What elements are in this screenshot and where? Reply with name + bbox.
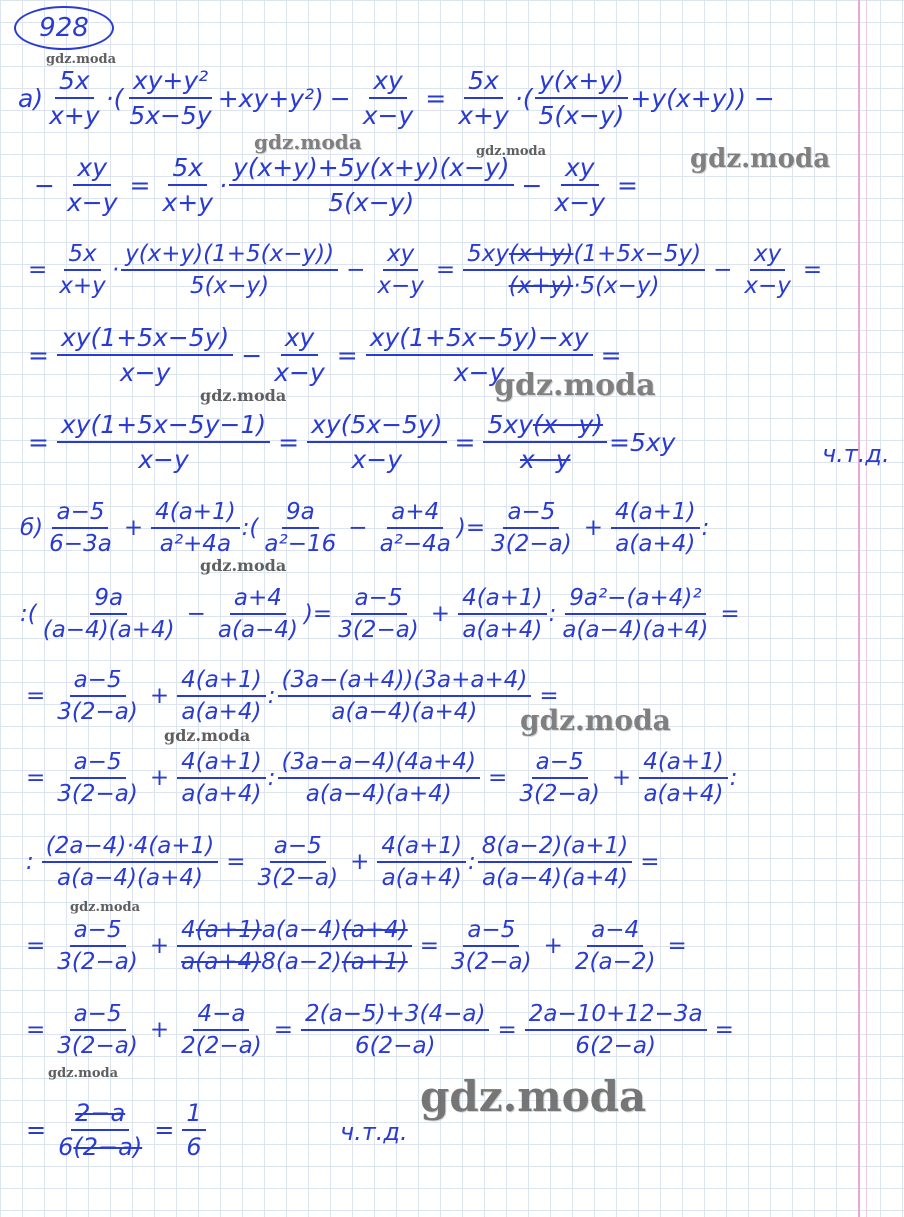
denominator: x−y (554, 188, 606, 217)
math-token: +xy+y²) (217, 83, 324, 113)
part-b-line-5 (20, 822, 870, 902)
math-token: = (497, 1017, 517, 1043)
math-token: − (521, 170, 543, 200)
math-token: = (720, 601, 740, 627)
math-token: = (26, 1116, 47, 1144)
part-b-line-1 (20, 488, 870, 568)
denominator: x+y (162, 188, 213, 217)
fraction (254, 833, 343, 891)
denominator (54, 1131, 146, 1161)
math-token: 4 (181, 917, 196, 943)
math-token: = (640, 849, 660, 875)
math-token: = (26, 1017, 46, 1043)
numerator: 4(a+1) (177, 667, 266, 697)
denominator: a(a+4) (381, 865, 462, 891)
denominator: a(a−4)(a+4) (305, 781, 452, 807)
math-token: = (154, 1116, 175, 1144)
math-token: : (701, 515, 710, 541)
math-token: = (26, 765, 46, 791)
denominator: x−y (453, 358, 505, 387)
qed-mark-a: ч.т.д. (822, 440, 890, 468)
numerator: xy(5x−5y) (307, 410, 446, 443)
math-token: : (548, 601, 557, 627)
math-token: (x−y) (532, 410, 604, 439)
numerator: 5x (168, 153, 207, 186)
math-token: = (539, 683, 559, 709)
denominator: a(a−4)(a+4) (481, 865, 628, 891)
part-b-line-4 (20, 738, 870, 818)
part-b-line-7 (20, 990, 870, 1070)
denominator: a(a+4) (643, 781, 724, 807)
math-token: = (600, 340, 622, 370)
fraction (45, 66, 104, 130)
fraction (177, 1001, 266, 1059)
math-token: = (278, 427, 300, 457)
math-token: = (488, 765, 508, 791)
denominator: x−y (274, 358, 325, 387)
math-token: − (348, 515, 368, 541)
denominator: 3(2−a) (338, 617, 419, 643)
fraction (377, 833, 466, 891)
denominator: 6(2−a) (354, 1033, 436, 1059)
part-a-label: а) (18, 83, 44, 113)
math-token: + (583, 515, 604, 541)
math-token: (a+4) (341, 917, 408, 943)
numerator: 4(a+1) (458, 585, 547, 615)
math-token: − (34, 170, 55, 200)
denominator: x−y (138, 445, 189, 474)
math-token: a(a−4) (261, 917, 342, 943)
math-token: = (425, 83, 447, 113)
math-token: 5xy (467, 241, 509, 267)
fraction (125, 66, 215, 130)
math-token: (1+5x−5y) (573, 241, 702, 267)
fraction (39, 585, 179, 643)
denominator: a(a−4)(a+4) (331, 699, 478, 725)
numerator: a−5 (70, 917, 126, 947)
fraction (611, 499, 700, 557)
math-token: = (273, 1017, 294, 1043)
math-token: 2−a (75, 1099, 126, 1127)
numerator: a−5 (70, 749, 126, 779)
math-token: − (713, 257, 733, 283)
numerator: 4−a (193, 1001, 249, 1031)
watermark: gdz.moda (690, 144, 831, 174)
denominator: x+y (59, 273, 106, 299)
fraction (571, 917, 660, 975)
denominator: a²−4a (379, 531, 451, 557)
denominator: 5x−5y (129, 101, 212, 130)
fraction (515, 749, 604, 807)
math-token: = (129, 170, 151, 200)
math-token: : (267, 765, 276, 791)
numerator: y(x+y) (535, 66, 628, 99)
math-token: + (149, 1017, 170, 1043)
numerator: a−5 (70, 1001, 126, 1031)
fraction (53, 917, 142, 975)
denominator: 3(2−a) (491, 531, 572, 557)
fraction (278, 749, 481, 807)
numerator: a+4 (387, 499, 443, 529)
fraction (53, 667, 142, 725)
denominator: a²+4a (159, 531, 232, 557)
fraction (270, 323, 329, 387)
math-token: = (617, 170, 638, 200)
denominator (505, 271, 664, 299)
fraction (534, 66, 628, 130)
denominator: 5(x−y) (190, 273, 270, 299)
fraction (177, 667, 266, 725)
math-token: x−y (519, 445, 571, 474)
denominator: 3(2−a) (57, 781, 138, 807)
math-token: (a+1) (341, 949, 408, 975)
denominator: x+y (458, 101, 509, 130)
numerator: xy+y² (129, 66, 212, 99)
fraction (214, 585, 302, 643)
math-token: + (149, 683, 170, 709)
part-a-line-1 (18, 58, 868, 138)
math-token: (x+y) (508, 273, 574, 299)
math-token: − (346, 257, 366, 283)
numerator: (3a−a−4)(4a+4) (278, 749, 481, 779)
fraction (478, 833, 633, 891)
numerator: 4(a+1) (611, 499, 700, 529)
fraction (57, 410, 270, 474)
numerator: 4(a+1) (377, 833, 466, 863)
denominator (516, 443, 575, 474)
math-token: )= (456, 515, 486, 541)
denominator: 3(2−a) (57, 1033, 138, 1059)
denominator: a(a+4) (462, 617, 543, 643)
part-b-label: б) (20, 515, 44, 541)
fraction (525, 1001, 707, 1059)
math-token: ·5(x−y) (573, 273, 660, 299)
denominator: x−y (351, 445, 403, 474)
numerator: 2a−10+12−3a (525, 1001, 707, 1031)
denominator: a²−16 (264, 531, 337, 557)
numerator: a−5 (532, 749, 588, 779)
math-token: + (611, 765, 632, 791)
math-token: :( (241, 515, 259, 541)
numerator: xy (561, 153, 599, 186)
math-token: (a+1) (195, 917, 262, 943)
math-token: + (350, 849, 370, 875)
fraction (458, 585, 547, 643)
denominator: x−y (66, 188, 118, 217)
fraction (463, 241, 705, 299)
numerator (71, 1099, 129, 1131)
denominator: 3(2−a) (257, 865, 339, 891)
denominator: 2(2−a) (181, 1033, 262, 1059)
math-token: = (454, 427, 476, 457)
math-token: · (105, 83, 114, 113)
denominator: 5(x−y) (538, 101, 625, 130)
math-token: 5xy (487, 410, 533, 439)
watermark: gdz.moda (200, 556, 287, 575)
math-token: = (667, 933, 687, 959)
numerator: 9a²−(a+4)² (565, 585, 705, 615)
watermark: gdz.moda (420, 1072, 647, 1121)
denominator: x−y (119, 358, 171, 387)
math-token: − (186, 601, 206, 627)
numerator: xy(1+5x−5y) (57, 323, 233, 356)
denominator (177, 947, 412, 975)
math-token: + (543, 933, 563, 959)
math-token: a(a+4) (181, 949, 262, 975)
fraction (182, 1099, 205, 1161)
fraction (55, 241, 110, 299)
denominator: a(a−4)(a+4) (562, 617, 709, 643)
part-b-line-3 (20, 656, 870, 736)
denominator: (a−4)(a+4) (42, 617, 175, 643)
numerator: 4(a+1) (151, 499, 240, 529)
denominator: x+y (49, 101, 100, 130)
math-token: = (435, 257, 456, 283)
part-b-line-8 (20, 1090, 340, 1170)
math-token: (x+y) (509, 241, 574, 267)
fraction (260, 499, 340, 557)
denominator: a(a−4) (217, 617, 298, 643)
numerator: xy (750, 241, 785, 271)
watermark: gdz.moda (48, 1066, 119, 1081)
math-token: )= (303, 601, 333, 627)
fraction (373, 241, 428, 299)
part-b-line-6 (20, 906, 870, 986)
math-token: : (729, 765, 738, 791)
denominator: 6 (186, 1133, 202, 1161)
math-token: = (802, 257, 823, 283)
fraction (177, 917, 412, 975)
numerator: 5x (64, 241, 100, 271)
numerator (463, 241, 705, 271)
math-token: − (241, 340, 263, 370)
math-token: ·( (514, 83, 533, 113)
math-token: = (28, 340, 49, 370)
math-token: = (336, 340, 358, 370)
denominator: 3(2−a) (57, 949, 138, 975)
numerator: 1 (182, 1099, 205, 1131)
watermark: gdz.moda (476, 144, 547, 159)
numerator: 5x (464, 66, 503, 99)
denominator: x−y (362, 101, 414, 130)
denominator: 2(a−2) (574, 949, 656, 975)
numerator: 4(a+1) (639, 749, 728, 779)
fraction (483, 410, 607, 474)
fraction (334, 585, 423, 643)
numerator: a−4 (587, 917, 643, 947)
math-token: : (467, 849, 476, 875)
numerator: xy(1+5x−5y−1) (57, 410, 270, 443)
denominator: x−y (744, 273, 791, 299)
numerator: a−5 (70, 667, 126, 697)
fraction (151, 499, 240, 557)
numerator: xy (281, 323, 319, 356)
fraction (639, 749, 728, 807)
denominator: 5(x−y) (328, 188, 415, 217)
problem-number (14, 6, 114, 50)
numerator: 4(a+1) (177, 749, 266, 779)
denominator: 6(2−a) (575, 1033, 656, 1059)
math-token: + (123, 515, 144, 541)
watermark: gdz.moda (164, 726, 251, 745)
math-token: = (226, 849, 246, 875)
fraction (42, 833, 218, 891)
fraction (376, 499, 455, 557)
denominator: 6−3a (49, 531, 112, 557)
part-a-line-5 (22, 402, 872, 482)
watermark: gdz.moda (494, 368, 656, 403)
denominator: a(a+4) (615, 531, 696, 557)
denominator: 3(2−a) (519, 781, 600, 807)
part-a-line-4 (22, 315, 872, 395)
fraction (307, 410, 446, 474)
part-b-line-2 (20, 574, 870, 654)
numerator: y(x+y)(1+5(x−y)) (121, 241, 338, 271)
math-token: ( (113, 83, 124, 113)
numerator: xy (369, 66, 407, 99)
numerator: 9a (282, 499, 319, 529)
qed-mark-b: ч.т.д. (340, 1118, 408, 1146)
fraction (45, 499, 116, 557)
fraction (121, 241, 338, 299)
watermark: gdz.moda (520, 704, 671, 737)
math-token: = (28, 257, 48, 283)
numerator: 8(a−2)(a+1) (478, 833, 633, 863)
math-token: = (419, 933, 440, 959)
math-token: + (149, 765, 170, 791)
numerator: a−5 (463, 917, 519, 947)
fraction (278, 667, 532, 725)
math-token: =5xy (609, 427, 676, 457)
fraction (63, 153, 122, 217)
denominator: 3(2−a) (57, 699, 138, 725)
fraction (454, 66, 513, 130)
watermark: gdz.moda (254, 130, 362, 154)
numerator: (3a−(a+4))(3a+a+4) (278, 667, 532, 697)
fraction (447, 917, 536, 975)
numerator: a−5 (270, 833, 326, 863)
numerator: 5x (55, 66, 94, 99)
fraction (487, 499, 576, 557)
fraction (53, 1001, 142, 1059)
numerator: 2(a−5)+3(4−a) (301, 1001, 489, 1031)
numerator: 9a (90, 585, 127, 615)
fraction (158, 153, 217, 217)
math-token: = (28, 427, 49, 457)
watermark: gdz.moda (70, 900, 141, 915)
part-a-line-3 (22, 230, 872, 310)
numerator (177, 917, 412, 947)
fraction (359, 66, 418, 130)
numerator: a−5 (351, 585, 407, 615)
math-token: + (430, 601, 451, 627)
fraction (54, 1099, 146, 1161)
numerator (483, 410, 607, 443)
watermark: gdz.moda (200, 386, 287, 405)
fraction (558, 585, 712, 643)
problem-number-text: 928 (39, 13, 89, 43)
fraction (53, 749, 142, 807)
numerator: (2a−4)·4(a+1) (42, 833, 218, 863)
fraction (550, 153, 609, 217)
fraction (229, 153, 514, 217)
math-token: 6 (58, 1133, 74, 1161)
denominator: a(a+4) (181, 781, 262, 807)
numerator: a−5 (503, 499, 559, 529)
fraction (740, 241, 795, 299)
watermark: gdz.moda (46, 52, 117, 67)
math-token: (2−a) (73, 1133, 143, 1161)
numerator: xy (383, 241, 418, 271)
math-token: :( (20, 601, 37, 627)
math-token: + (149, 933, 170, 959)
fraction (177, 749, 266, 807)
numerator: y(x+y)+5y(x+y)(x−y) (229, 153, 514, 186)
math-token: 8(a−2) (261, 949, 342, 975)
numerator: a+4 (230, 585, 286, 615)
denominator: a(a−4)(a+4) (56, 865, 203, 891)
math-token: · (111, 257, 120, 283)
fraction (301, 1001, 489, 1059)
math-token: : (267, 683, 276, 709)
math-token: : (26, 849, 34, 875)
denominator: a(a+4) (181, 699, 262, 725)
math-token: = (26, 683, 46, 709)
math-token: +y(x+y)) − (630, 83, 775, 113)
fraction (57, 323, 233, 387)
numerator: a−5 (52, 499, 108, 529)
denominator: 3(2−a) (451, 949, 532, 975)
numerator: xy (73, 153, 111, 186)
numerator: xy(1+5x−5y)−xy (366, 323, 593, 356)
math-token: − (329, 83, 351, 113)
math-token: = (714, 1017, 734, 1043)
math-token: = (26, 933, 46, 959)
denominator: x−y (377, 273, 424, 299)
math-token: · (219, 170, 227, 200)
